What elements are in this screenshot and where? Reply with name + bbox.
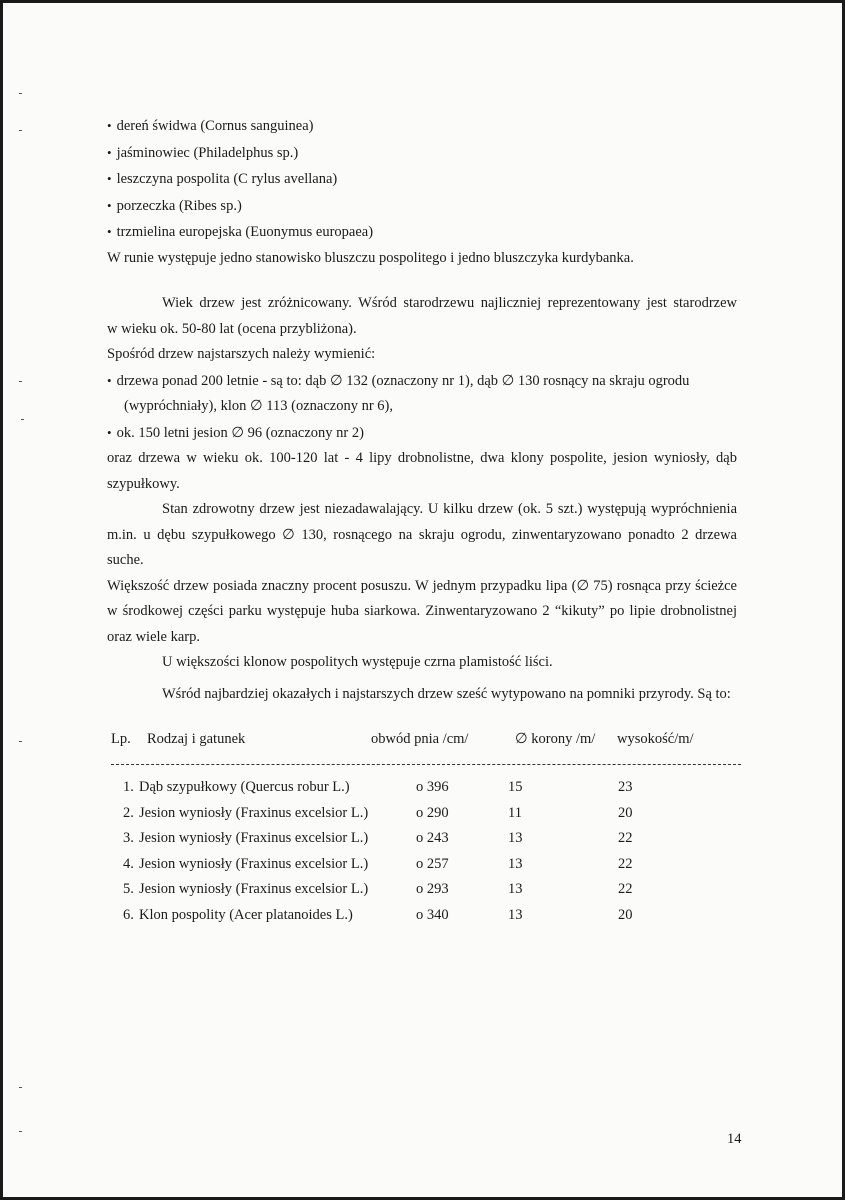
page-number: 14 [727,1131,742,1147]
header-obwod: obwód pnia /cm/ [371,731,469,747]
table-row [111,856,741,882]
cell-rodzaj: Jesion wyniosły (Fraxinus excelsior L.) [139,830,369,846]
table-row [111,907,741,933]
paragraph-klony: U większości klonow pospolitych występuje czrna plamistość liści. [162,654,553,670]
cell-obwod: o 243 [416,830,449,846]
table-row [111,830,741,856]
cell-obwod: o 340 [416,906,449,923]
paragraph-wiek-line: Wiek drzew jest zróżnicowany. Wśród starodrzewu najliczniej reprezentowany jest starodrzew [162,295,737,311]
shrub-list-item: • trzmielina europejska (Euonymus europaea) [107,219,737,246]
scan-mark [19,1087,22,1088]
cell-lp: 6. [123,906,134,923]
scan-mark [19,741,22,742]
paragraph-runo: W runie występuje jedno stanowisko bluszczu pospolitego i jedno bluszczyka kurdybanka. [107,249,634,266]
cell-korona: 11 [508,804,522,821]
table-divider [111,764,741,765]
monument-trees-table [111,731,741,923]
header-wysokosc: wysokość/m/ [617,731,694,747]
cell-obwod: o 293 [416,881,449,897]
cell-rodzaj: Dąb szypułkowy (Quercus robur L.) [139,779,350,795]
paragraph-stan-line: Stan zdrowotny drzew jest niezadawalający. U kilku drzew (ok. 5 szt.) występują wypróchnienia [162,501,737,517]
paragraph-wiek-line: w wieku ok. 50-80 lat (ocena przybliżona). [107,320,357,337]
table-row [111,779,741,805]
table-row [111,881,741,907]
cell-lp: 5. [123,881,134,897]
cell-obwod: o 290 [416,804,449,821]
body-text [107,113,737,707]
shrub-list-item: • leszczyna pospolita (C rylus avellana) [107,166,737,193]
scan-mark [19,381,22,382]
table-header [111,731,741,755]
paragraph-pomniki: Wśród najbardziej okazałych i najstarszych drzew sześć wytypowano na pomniki przyrody. Są to: [162,685,731,702]
cell-lp: 2. [123,804,134,821]
cell-korona: 13 [508,830,523,846]
cell-wysokosc: 20 [618,804,633,821]
table-body [111,779,741,932]
old-tree-item-continuation: (wypróchniały), klon ∅ 113 (oznaczony nr 6), [124,398,393,414]
scan-mark [21,419,24,420]
cell-obwod: o 257 [416,855,449,872]
cell-rodzaj: Jesion wyniosły (Fraxinus excelsior L.) [139,804,369,821]
cell-rodzaj: Jesion wyniosły (Fraxinus excelsior L.) [139,881,369,897]
paragraph-stan-line: w środkowej części parku występuje huba siarkowa. Zinwentaryzowano 2 “kikuty” po lipie drobnolistnej [107,603,737,619]
cell-korona: 15 [508,779,523,795]
cell-wysokosc: 22 [618,881,633,897]
shrub-list-item: • porzeczka (Ribes sp.) [107,193,737,220]
cell-obwod: o 396 [416,779,449,795]
shrub-list-item: • jaśminowiec (Philadelphus sp.) [107,140,737,167]
cell-wysokosc: 22 [618,830,633,846]
paragraph-oraz-line: oraz drzewa w wieku ok. 100-120 lat - 4 lipy drobnolistne, dwa klony pospolite, jesion wyniosły, dąb [107,450,737,466]
header-korona: ∅ korony /m/ [515,731,596,747]
cell-korona: 13 [508,855,523,872]
paragraph-stan-line: m.in. u dębu szypułkowego ∅ 130, rosnącego na skraju ogrodu, zinwentaryzowano ponadto 2 drzewa suche. [107,526,737,568]
cell-lp: 3. [123,830,134,846]
scan-mark [19,93,22,94]
cell-wysokosc: 23 [618,779,633,795]
document-page [3,3,842,1197]
cell-lp: 1. [123,779,134,795]
header-lp: Lp. [111,731,131,747]
paragraph-stan-line: oraz wiele karp. [107,628,200,645]
scan-mark [19,1131,22,1132]
cell-wysokosc: 20 [618,906,633,923]
shrub-list-item: • dereń świdwa (Cornus sanguinea) [107,113,737,140]
paragraph-stan-line: Większość drzew posiada znaczny procent posuszu. W jednym przypadku lipa (∅ 75) rosnąca przy ścieżce [107,577,737,594]
cell-korona: 13 [508,881,523,897]
old-tree-item: • drzewa ponad 200 letnie - są to: dąb ∅ 132 (oznaczony nr 1), dąb ∅ 130 rosnący na skraju ogrodu [107,368,737,395]
scan-mark [19,130,22,131]
cell-lp: 4. [123,855,134,872]
header-rodzaj: Rodzaj i gatunek [147,731,246,747]
cell-wysokosc: 22 [618,855,633,872]
cell-rodzaj: Klon pospolity (Acer platanoides L.) [139,906,353,923]
old-tree-item: • ok. 150 letni jesion ∅ 96 (oznaczony nr 2) [107,420,737,447]
cell-rodzaj: Jesion wyniosły (Fraxinus excelsior L.) [139,855,369,872]
paragraph-sposrod: Spośród drzew najstarszych należy wymienić: [107,346,376,362]
cell-korona: 13 [508,906,523,923]
paragraph-oraz-line: szypułkowy. [107,475,180,492]
table-row [111,805,741,831]
